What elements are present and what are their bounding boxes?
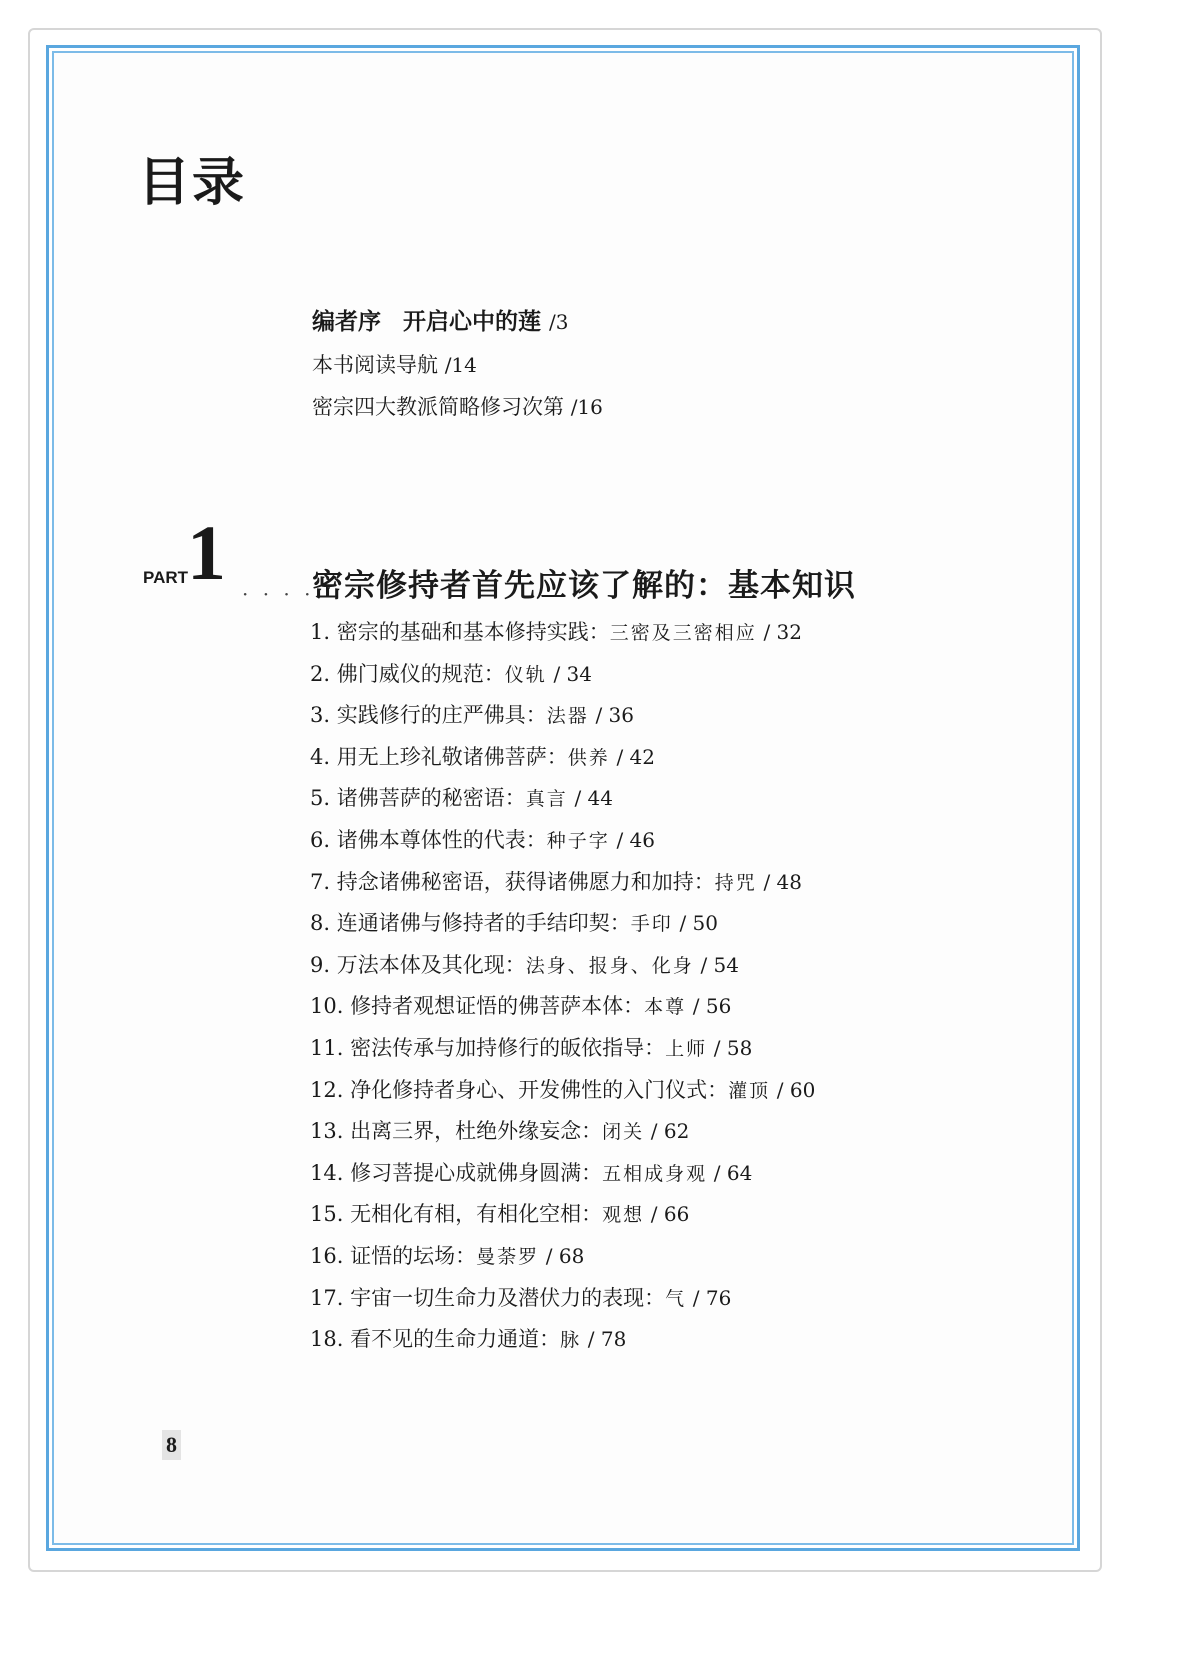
toc-entry[interactable]: [310, 1028, 815, 1070]
toc-entry-page: / 76: [692, 1285, 732, 1310]
toc-entry-keyword: 脉: [560, 1329, 582, 1352]
toc-entry-number: 7.: [310, 869, 331, 894]
toc-entry-keyword: 仪轨: [504, 663, 547, 686]
part-title[interactable]: 密宗修持者首先应该了解的：基本知识: [312, 568, 856, 604]
toc-entry-number: 10.: [310, 994, 344, 1019]
toc-entry-title: 用无上珍礼敬诸佛菩萨：: [336, 744, 568, 769]
toc-entry[interactable]: [310, 945, 815, 987]
toc-entry-page: / 78: [587, 1327, 627, 1352]
toc-entry-page: / 46: [616, 827, 655, 852]
toc-entry-page: / 48: [763, 869, 802, 894]
toc-entry-number: 5.: [310, 786, 331, 811]
toc-entry-number: 8.: [310, 911, 331, 936]
toc-entry-number: 3.: [310, 703, 331, 728]
toc-entry-keyword: 持咒: [714, 871, 757, 894]
front-matter-page: /3: [549, 310, 569, 334]
toc-entry[interactable]: [310, 1236, 815, 1278]
toc-entry[interactable]: [310, 903, 815, 945]
toc-entry-number: 18.: [310, 1327, 344, 1352]
front-matter-schools[interactable]: [312, 386, 603, 428]
toc-entry[interactable]: [310, 986, 815, 1028]
toc-entry[interactable]: [310, 737, 815, 779]
toc-entry-page: / 64: [713, 1160, 753, 1185]
front-matter-subtitle: 开启心中的莲: [403, 308, 541, 335]
toc-entry[interactable]: [310, 695, 815, 737]
toc-entry-keyword: 闭关: [602, 1121, 645, 1144]
toc-entry[interactable]: [310, 1194, 815, 1236]
toc-entry-page: / 68: [545, 1243, 585, 1268]
toc-entry-keyword: 三密及三密相应: [609, 622, 757, 644]
toc-entry-title: 无相化有相，有相化空相：: [350, 1202, 603, 1227]
toc-entry-page: / 60: [776, 1077, 816, 1102]
toc-entry-keyword: 观想: [602, 1204, 645, 1227]
front-matter-preface[interactable]: [312, 300, 603, 344]
front-matter-reading-guide[interactable]: [312, 344, 603, 386]
toc-entry-keyword: 法身、报身、化身: [525, 954, 694, 977]
toc-entry-keyword: 曼荼罗: [476, 1245, 540, 1268]
toc-entry-number: 9.: [310, 952, 331, 977]
front-matter-label: 编者序: [312, 308, 381, 335]
toc-entry-title: 诸佛本尊体性的代表：: [336, 827, 547, 852]
toc-entry-page: / 56: [692, 994, 732, 1019]
toc-entry-number: 1.: [310, 620, 331, 644]
toc-entry-number: 11.: [310, 1035, 344, 1060]
part-number: 1: [187, 509, 226, 596]
toc-entry[interactable]: [310, 1070, 815, 1112]
toc-entry-title: 证悟的坛场：: [350, 1243, 477, 1268]
toc-entry-title: 宇宙一切生命力及潜伏力的表现：: [350, 1285, 666, 1310]
toc-entry-page: / 62: [650, 1119, 690, 1144]
toc-entry-number: 12.: [310, 1077, 344, 1102]
toc-entry-title: 修习菩提心成就佛身圆满：: [350, 1160, 603, 1185]
front-matter-list: [312, 300, 603, 428]
toc-list: [310, 612, 815, 1361]
toc-entry-title: 万法本体及其化现：: [336, 952, 526, 977]
toc-entry-number: 16.: [310, 1243, 344, 1268]
toc-entry-title: 诸佛菩萨的秘密语：: [336, 786, 526, 811]
toc-entry-page: / 66: [650, 1202, 690, 1227]
toc-entry-title: 密宗的基础和基本修持实践：: [336, 620, 610, 644]
toc-entry-page: / 32: [763, 620, 802, 644]
toc-entry-page: / 42: [616, 744, 655, 769]
toc-entry-number: 4.: [310, 744, 331, 769]
page-number: 8: [162, 1430, 181, 1460]
toc-entry-number: 2.: [310, 661, 331, 686]
toc-entry-number: 15.: [310, 1202, 344, 1227]
toc-entry-title: 净化修持者身心、开发佛性的入门仪式：: [350, 1077, 729, 1102]
toc-entry-title: 修持者观想证悟的佛菩萨本体：: [350, 994, 645, 1019]
front-matter-label: 本书阅读导航: [312, 353, 438, 377]
toc-entry-title: 持念诸佛秘密语，获得诸佛愿力和加持：: [336, 869, 715, 894]
toc-entry-page: / 54: [700, 952, 739, 977]
part-leader-dots: · · · ·: [242, 582, 315, 606]
front-matter-label: 密宗四大教派简略修习次第: [312, 395, 564, 419]
page-title: 目录: [138, 153, 247, 213]
toc-entry-page: / 44: [574, 786, 613, 811]
toc-entry-keyword: 手印: [630, 913, 673, 936]
toc-entry[interactable]: [310, 1153, 815, 1195]
toc-entry-number: 6.: [310, 827, 331, 852]
toc-entry-title: 密法传承与加持修行的皈依指导：: [350, 1035, 666, 1060]
toc-entry-keyword: 供养: [567, 746, 610, 769]
toc-entry-title: 出离三界，杜绝外缘妄念：: [350, 1119, 603, 1144]
toc-entry-title: 连通诸佛与修持者的手结印契：: [336, 911, 631, 936]
toc-entry[interactable]: [310, 612, 815, 654]
toc-entry[interactable]: [310, 820, 815, 862]
front-matter-page: /14: [444, 353, 477, 377]
toc-entry-title: 佛门威仪的规范：: [336, 661, 505, 686]
toc-entry[interactable]: [310, 1111, 815, 1153]
toc-entry-number: 17.: [310, 1285, 344, 1310]
toc-entry-keyword: 种子字: [546, 829, 610, 852]
toc-entry-number: 14.: [310, 1160, 344, 1185]
front-matter-page: /16: [570, 395, 603, 419]
toc-entry-keyword: 真言: [525, 788, 568, 811]
toc-entry-keyword: 上师: [665, 1037, 708, 1060]
toc-entry-keyword: 本尊: [644, 996, 687, 1019]
toc-entry-keyword: 五相成身观: [602, 1162, 708, 1185]
toc-entry[interactable]: [310, 1319, 815, 1361]
toc-entry-number: 13.: [310, 1119, 344, 1144]
toc-entry[interactable]: [310, 654, 815, 696]
toc-entry-page: / 36: [595, 703, 634, 728]
part-label: PART: [143, 568, 189, 587]
toc-entry-keyword: 灌顶: [728, 1079, 771, 1102]
toc-entry-title: 看不见的生命力通道：: [350, 1327, 561, 1352]
toc-entry[interactable]: [310, 862, 815, 904]
toc-entry-page: / 34: [553, 661, 592, 686]
toc-entry-page: / 50: [679, 911, 718, 936]
toc-entry-title: 实践修行的庄严佛具：: [336, 703, 547, 728]
toc-entry-page: / 58: [713, 1035, 753, 1060]
toc-entry[interactable]: [310, 778, 815, 820]
toc-entry-keyword: 气: [665, 1287, 687, 1310]
toc-entry[interactable]: [310, 1278, 815, 1320]
toc-entry-keyword: 法器: [546, 705, 589, 728]
